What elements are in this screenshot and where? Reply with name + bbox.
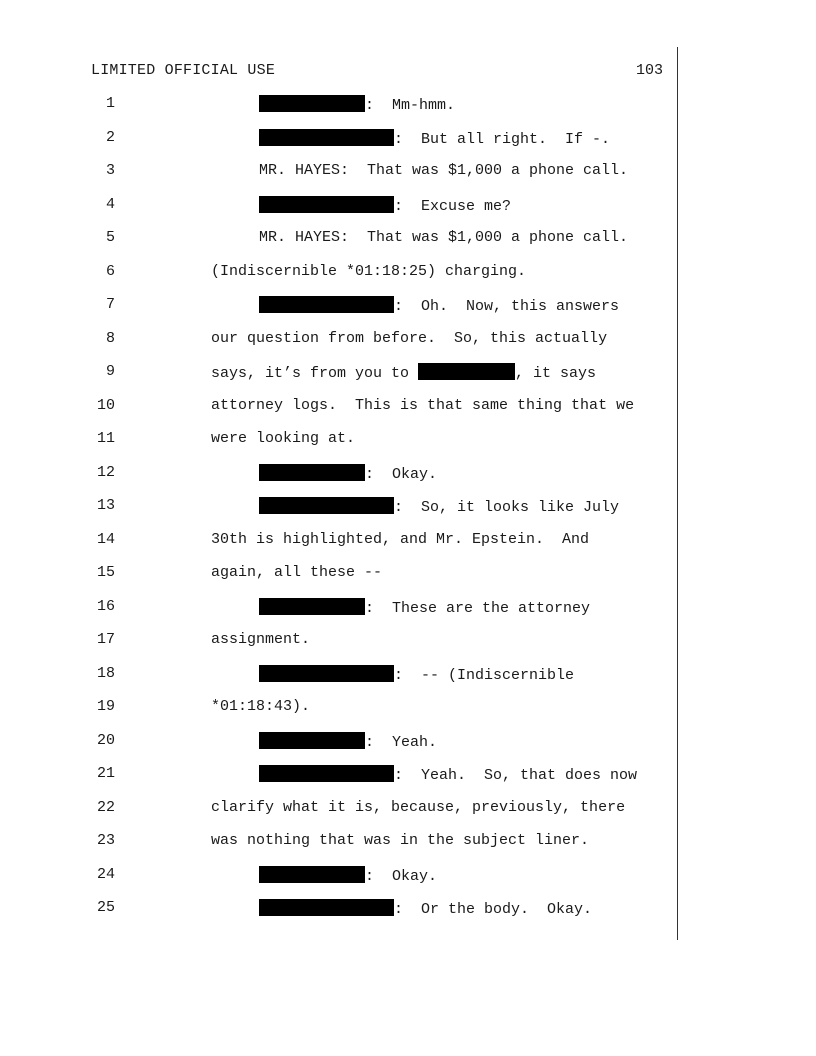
transcript-line: [0, 598, 816, 622]
line-text: attorney logs. This is that same thing that we: [211, 396, 635, 414]
line-number: 17: [96, 631, 115, 648]
redaction-box: [259, 464, 365, 481]
line-text: *01:18:43).: [211, 698, 311, 715]
line-text: MR. HAYES: That was $1,000 a phone call.: [259, 229, 629, 246]
line-text-after-redaction: : Yeah.: [365, 733, 438, 751]
transcript-line: [0, 229, 816, 253]
line-text: [259, 497, 619, 516]
line-number: 3: [105, 162, 115, 179]
redaction-box: [259, 765, 394, 782]
line-text-after-redaction: : -- (Indiscernible: [394, 666, 575, 684]
transcript-line: [0, 397, 816, 421]
transcript-line: [0, 698, 816, 722]
transcript-line: [0, 531, 816, 555]
line-text: 30th is highlighted, and Mr. Epstein. And: [211, 530, 590, 548]
line-text: [211, 363, 596, 382]
line-text-after-redaction: : These are the attorney: [365, 599, 591, 617]
line-text: [259, 598, 590, 617]
line-text-after-redaction: : Okay.: [365, 465, 438, 483]
line-number: 5: [105, 229, 115, 246]
redaction-box: [259, 598, 365, 615]
classification-header: LIMITED OFFICIAL USE: [91, 62, 276, 79]
line-text: assignment.: [211, 631, 311, 648]
line-text: [259, 899, 592, 918]
line-number: 8: [105, 329, 115, 347]
line-number: 20: [96, 731, 115, 749]
line-text: [259, 196, 511, 215]
line-text-after-redaction: : Oh. Now, this answers: [394, 298, 620, 315]
line-number: 22: [96, 798, 115, 816]
line-text: was nothing that was in the subject liner.: [211, 832, 590, 849]
line-number: 24: [96, 865, 115, 883]
line-text-after-redaction: , it says: [515, 365, 597, 382]
redaction-box: [259, 866, 365, 883]
transcript-line: [0, 631, 816, 655]
line-text: (Indiscernible *01:18:25) charging.: [211, 262, 527, 280]
transcript-line: [0, 799, 816, 823]
line-number: 6: [105, 262, 115, 280]
redaction-box: [259, 95, 365, 112]
transcript-line: [0, 464, 816, 488]
line-number: 9: [105, 363, 115, 380]
line-text: [259, 866, 437, 885]
transcript-line: [0, 866, 816, 890]
line-text-before-redaction: says, it’s from you to: [211, 365, 419, 382]
line-text-after-redaction: : Excuse me?: [394, 197, 512, 215]
transcript-line: [0, 899, 816, 923]
line-text: [259, 732, 437, 751]
line-number: 1: [105, 95, 115, 112]
line-text-after-redaction: : Mm-hmm.: [365, 97, 456, 114]
line-number: 19: [96, 698, 115, 715]
line-number: 13: [96, 497, 115, 514]
line-number: 25: [96, 899, 115, 916]
page-number: 103: [636, 62, 664, 79]
transcript-line: [0, 564, 816, 588]
transcript-line: [0, 732, 816, 756]
line-number: 7: [105, 296, 115, 313]
line-text: again, all these --: [211, 564, 383, 581]
transcript-line: [0, 665, 816, 689]
transcript-line: [0, 196, 816, 220]
line-text-after-redaction: : But all right. If -.: [394, 130, 611, 148]
transcript-line: [0, 765, 816, 789]
redaction-box: [259, 129, 394, 146]
line-number: 12: [96, 463, 115, 481]
line-text-after-redaction: : Or the body. Okay.: [394, 901, 593, 918]
transcript-line: [0, 296, 816, 320]
transcript-line: [0, 497, 816, 521]
transcript-line: [0, 162, 816, 186]
line-text: [259, 129, 610, 148]
line-text: [259, 95, 455, 114]
line-text: clarify what it is, because, previously, there: [211, 798, 626, 816]
line-text-after-redaction: : So, it looks like July: [394, 499, 620, 516]
line-number: 2: [105, 128, 115, 146]
line-number: 23: [96, 832, 115, 849]
line-number: 10: [96, 396, 115, 414]
line-text: [259, 464, 437, 483]
redaction-box: [418, 363, 515, 380]
line-text: [259, 765, 637, 784]
redaction-box: [259, 732, 365, 749]
line-text-after-redaction: : Yeah. So, that does now: [394, 767, 638, 784]
redaction-box: [259, 665, 394, 682]
line-text: our question from before. So, this actually: [211, 329, 608, 347]
line-number: 15: [96, 564, 115, 581]
line-text-after-redaction: : Okay.: [365, 867, 438, 885]
redaction-box: [259, 296, 394, 313]
line-number: 4: [105, 195, 115, 213]
transcript-line: [0, 95, 816, 119]
line-text: [259, 296, 619, 315]
line-text: were looking at.: [211, 430, 356, 447]
redaction-box: [259, 497, 394, 514]
transcript-line: [0, 363, 816, 387]
line-text: MR. HAYES: That was $1,000 a phone call.: [259, 162, 629, 179]
transcript-line: [0, 430, 816, 454]
line-number: 16: [96, 597, 115, 615]
line-number: 21: [96, 765, 115, 782]
transcript-line: [0, 832, 816, 856]
redaction-box: [259, 196, 394, 213]
line-number: 14: [96, 530, 115, 548]
transcript-line: [0, 129, 816, 153]
transcript-line: [0, 263, 816, 287]
line-text: [259, 665, 574, 684]
line-number: 18: [96, 664, 115, 682]
line-number: 11: [96, 430, 115, 447]
redaction-box: [259, 899, 394, 916]
transcript-line: [0, 330, 816, 354]
